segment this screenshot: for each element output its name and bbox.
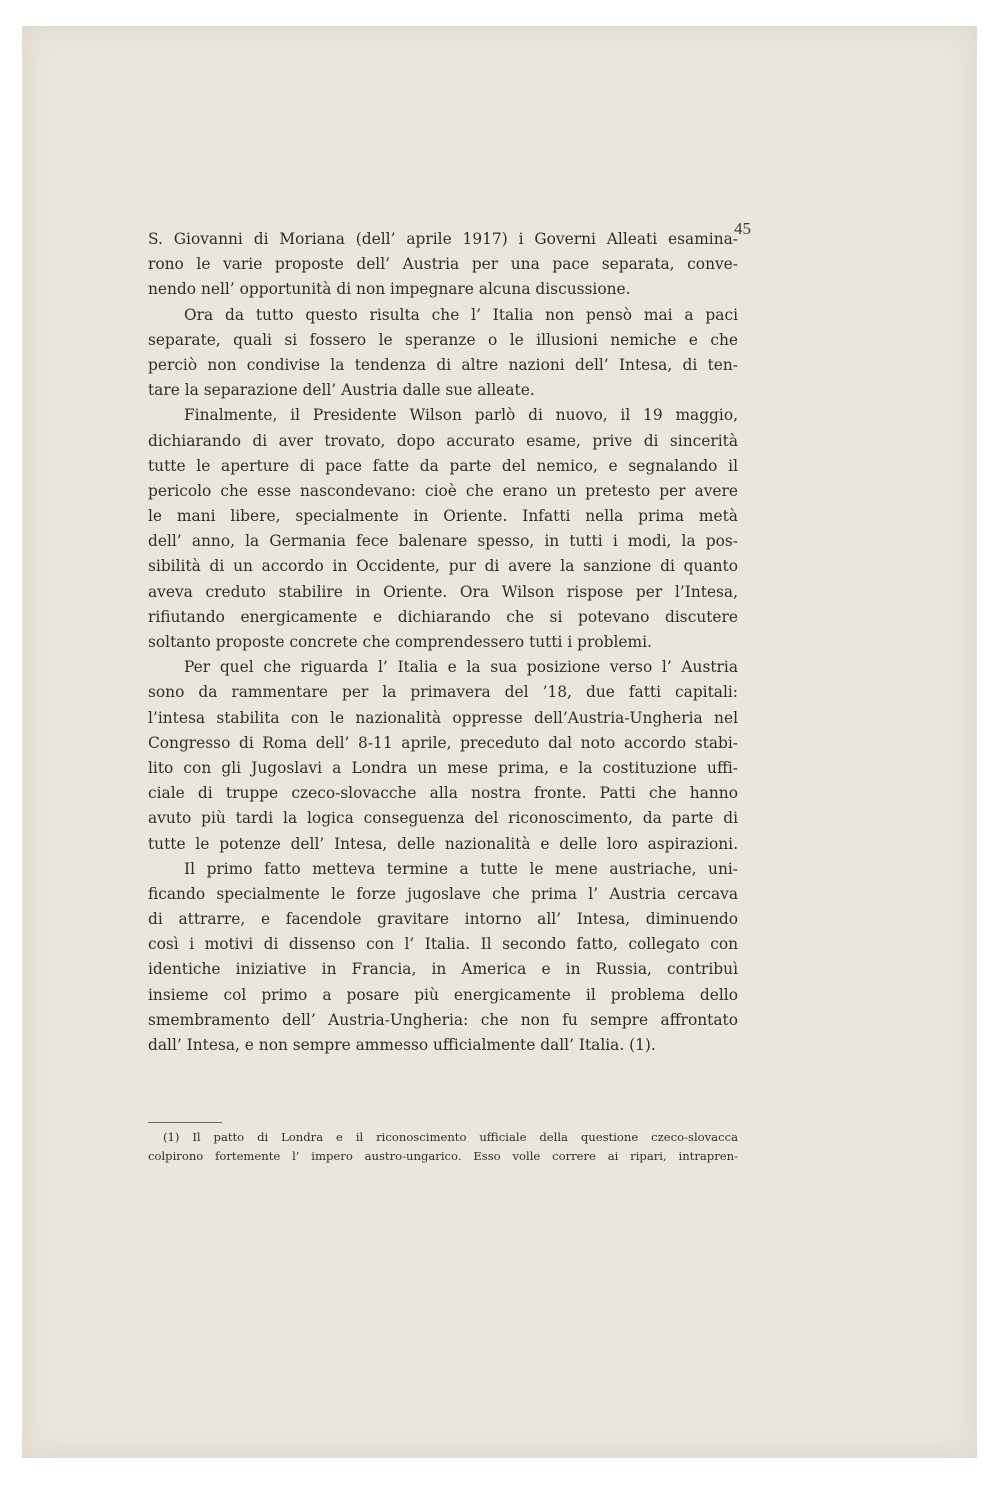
- text-line: Il primo fatto metteva termine a tutte le mene austriache, uni-: [184, 859, 738, 878]
- page-number: 45: [734, 219, 751, 238]
- text-line: ficando specialmente le forze jugoslave che prima l’ Austria cercava: [148, 884, 738, 903]
- paragraph: [148, 227, 738, 303]
- text-line: l’intesa stabilita con le nazionalità oppresse dell’Austria-Ungheria nel: [148, 708, 738, 727]
- text-line: Per quel che riguarda l’ Italia e la sua posizione verso l’ Austria: [184, 658, 738, 677]
- text-line: le mani libere, specialmente in Oriente. Infatti nella prima metà: [148, 507, 738, 526]
- text-line: rifiutando energicamente e dichiarando che si potevano discutere: [148, 607, 738, 626]
- paragraph: [148, 655, 738, 857]
- text-line: nendo nell’ opportunità di non impegnare alcuna discussione.: [148, 280, 631, 299]
- text-line: Ora da tutto questo risulta che l’ Italia non pensò mai a paci: [184, 305, 738, 324]
- text-line: dall’ Intesa, e non sempre ammesso ufficialmente dall’ Italia. (1).: [148, 1036, 656, 1054]
- text-line: aveva creduto stabilire in Oriente. Ora Wilson rispose per l’Intesa,: [148, 582, 738, 601]
- text-line: dichiarando di aver trovato, dopo accurato esame, prive di sincerità: [148, 431, 738, 450]
- text-line: tare la separazione dell’ Austria dalle sue alleate.: [148, 381, 535, 400]
- text-line: avuto più tardi la logica conseguenza del riconoscimento, da parte di: [148, 809, 738, 828]
- footnote: [148, 1128, 738, 1166]
- text-line: rono le varie proposte dell’ Austria per una pace separata, conve-: [148, 255, 738, 274]
- text-line: separate, quali si fossero le speranze o le illusioni nemiche e che: [148, 330, 738, 349]
- text-line: soltanto proposte concrete che comprendessero tutti i problemi.: [148, 633, 652, 651]
- text-line: smembramento dell’ Austria-Ungheria: che non fu sempre affrontato: [148, 1010, 738, 1029]
- body-text: [148, 227, 738, 1058]
- text-line: Finalmente, il Presidente Wilson parlò di nuovo, il 19 maggio,: [184, 406, 738, 425]
- text-line: così i motivi di dissenso con l’ Italia. Il secondo fatto, collegato con: [148, 935, 738, 954]
- paragraph: [148, 857, 738, 1059]
- text-line: pericolo che esse nascondevano: cioè che erano un pretesto per avere: [148, 481, 738, 500]
- paragraph: [148, 403, 738, 655]
- footnote-divider: [148, 1122, 222, 1123]
- text-line: tutte le potenze dell’ Intesa, delle nazionalità e delle loro aspirazioni.: [148, 834, 738, 853]
- text-line: identiche iniziative in Francia, in America e in Russia, contribuì: [148, 960, 738, 979]
- text-line: insieme col primo a posare più energicamente il problema dello: [148, 985, 738, 1004]
- text-line: dell’ anno, la Germania fece balenare spesso, in tutti i modi, la pos-: [148, 532, 738, 551]
- text-line: ciale di truppe czeco-slovacche alla nostra fronte. Patti che hanno: [148, 784, 738, 803]
- text-line: sono da rammentare per la primavera del ’18, due fatti capitali:: [148, 683, 738, 702]
- text-line: S. Giovanni di Moriana (dell’ aprile 1917) i Governi Alleati esamina-: [148, 230, 738, 248]
- paragraph: [148, 303, 738, 404]
- footnote-line: colpirono fortemente l’ impero austro-ungarico. Esso volle correre ai ripari, intrapren-: [148, 1149, 738, 1163]
- footnote-line: (1) Il patto di Londra e il riconoscimento ufficiale della questione czeco-slovacca: [163, 1130, 738, 1144]
- text-line: perciò non condivise la tendenza di altre nazioni dell’ Intesa, di ten-: [148, 355, 738, 374]
- text-line: tutte le aperture di pace fatte da parte del nemico, e segnalando il: [148, 456, 738, 475]
- text-line: Congresso di Roma dell’ 8-11 aprile, preceduto dal noto accordo stabi-: [148, 733, 738, 752]
- text-line: lito con gli Jugoslavi a Londra un mese prima, e la costituzione uffi-: [148, 758, 738, 777]
- text-line: sibilità di un accordo in Occidente, pur di avere la sanzione di quanto: [148, 557, 738, 576]
- text-line: di attrarre, e facendole gravitare intorno all’ Intesa, diminuendo: [148, 910, 738, 929]
